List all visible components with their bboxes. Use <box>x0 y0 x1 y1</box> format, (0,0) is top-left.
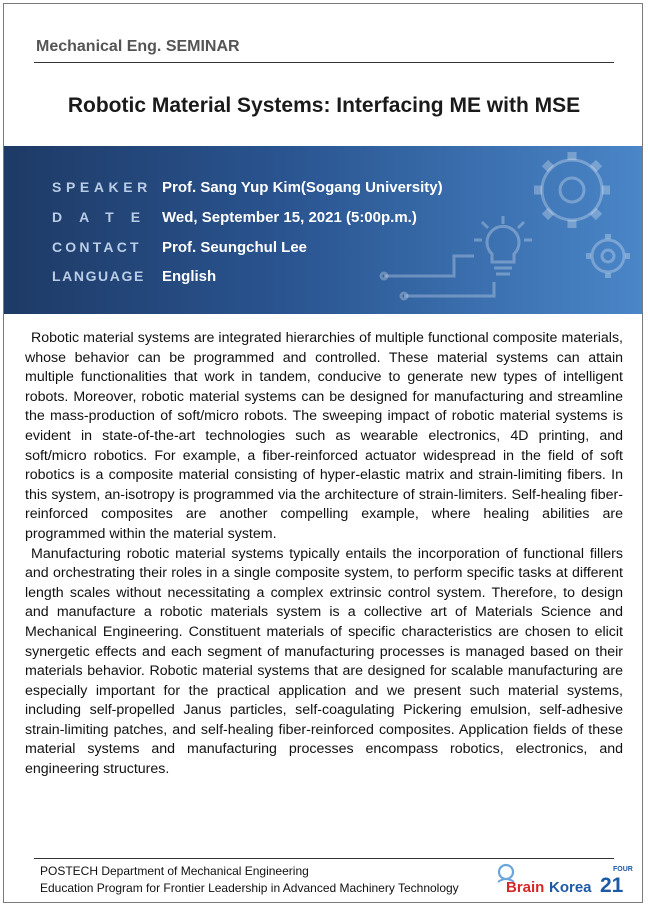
logo-21-text: 21 <box>600 874 624 897</box>
abstract <box>25 329 623 780</box>
logo-four-text: FOUR <box>613 866 633 873</box>
date-row <box>52 205 417 229</box>
abstract-paragraph: Manufacturing robotic material systems typically entails the incorporation of functional fillers and orchestrating their roles in a single composite system, to perform specific tasks at different length scales without necessitating a complex extrinsic control system. Therefore, to design and manufacture a robotic materials system is a collective art of Materials Science and Mechanical Engineering. Constituent materials of specific characteristics are chosen to elicit synergetic effects and each segment of manufacturing processes is managed based on their materials behavior. Robotic material systems that are designed for scalable manufacturing are especially important for the practical application and we present such material systems, including self-propelled Janus particles, self-coagulating Pickering emulsion, self-adhesive strain-limiting patches, and self-healing fiber-reinforced composites. Application fields of these material systems and manufacturing processes encompass robotics, electronics, and engineering structures. <box>25 545 623 778</box>
language-value: English <box>162 267 217 285</box>
brainkorea21-logo <box>492 862 642 898</box>
info-banner <box>4 146 642 314</box>
abstract-paragraph: Robotic material systems are integrated hierarchies of multiple functional composite materials, whose behavior can be programmed and controlled. These material systems can attain multiple functionalities that work in tandem, conducive to generate new types of intelligent robots. Moreover, robotic material systems can be designed for manufacturing and streamline the mass-production of soft/micro robots. The sweeping impact of robotic material systems is evident in state-of-the-art technologies such as wearable electronics, 4D printing, and soft/micro robotics. For example, a fiber-reinforced actuator widespread in the field of soft robotics is a composite material consisting of hyper-elastic matrix and strain-limiting fibers. In this system, an-isotropy is programmed via the architecture of strain-limiters. Self-healing fiber-reinforced composites are another compelling example, where healing abilities are programmed within the material system. <box>25 330 623 542</box>
footer-program: Education Program for Frontier Leadership in Advanced Machinery Technology <box>40 881 459 895</box>
gear-decoration-icon <box>4 146 642 314</box>
logo-korea-text: Korea <box>549 879 592 896</box>
language-row <box>52 264 216 288</box>
date-value: Wed, September 15, 2021 (5:00p.m.) <box>162 208 417 226</box>
speaker-value: Prof. Sang Yup Kim(Sogang University) <box>162 178 443 196</box>
footer-department: POSTECH Department of Mechanical Engineering <box>40 864 309 878</box>
footer-divider <box>34 858 614 859</box>
header-divider <box>34 62 614 63</box>
logo-brain-text: Brain <box>506 879 545 896</box>
language-label: LANGUAGE <box>52 268 145 284</box>
speaker-row <box>52 175 443 199</box>
contact-label: CONTACT <box>52 239 142 255</box>
speaker-label: SPEAKER <box>52 179 152 195</box>
seminar-title: Robotic Material Systems: Interfacing ME with MSE <box>67 94 581 117</box>
contact-value: Prof. Seungchul Lee <box>162 238 308 256</box>
seminar-series-label: Mechanical Eng. SEMINAR <box>36 38 240 55</box>
contact-row <box>52 235 307 259</box>
date-label: DATE <box>52 209 158 225</box>
